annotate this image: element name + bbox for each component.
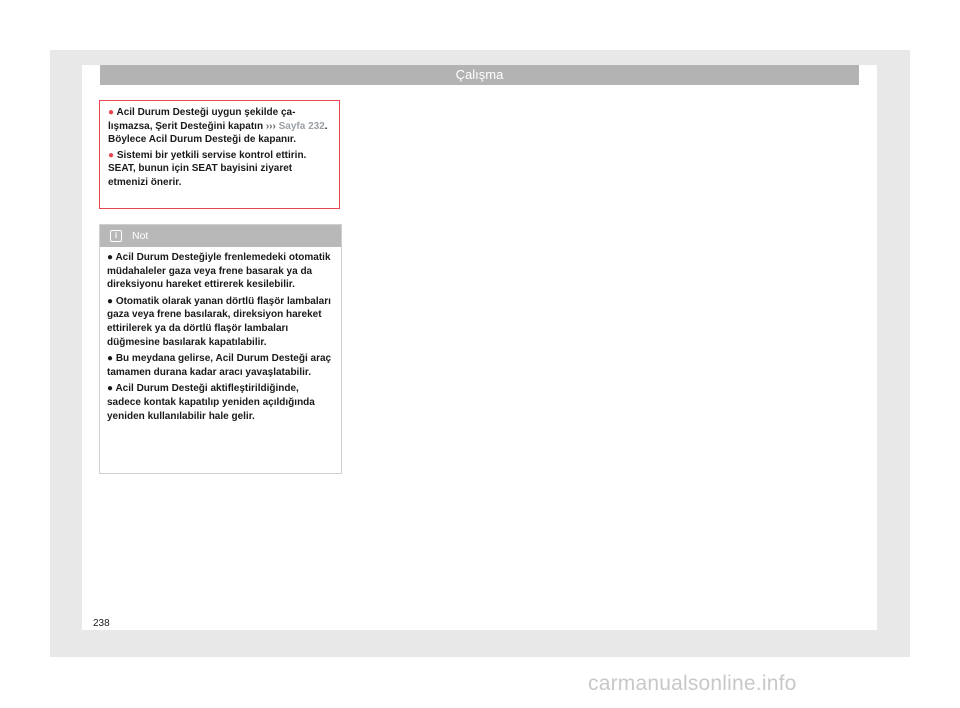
page-reference-link[interactable]: Sayfa 232: [275, 120, 325, 132]
warning-item: [108, 106, 333, 147]
section-title: Çalışma: [100, 65, 859, 85]
note-item: ● Acil Durum Desteğiyle frenlemedeki otomatik müdahaleler gaza veya frene basarak ya da direksiyonu hareket ettirerek kesilebilir.: [107, 252, 331, 291]
note-title: Not: [132, 230, 149, 242]
note-body: [100, 247, 341, 423]
note-box: [99, 224, 342, 474]
warning-text: Acil Durum Desteği uygun şekilde çalışmazsa, Şerit Desteğini kapatın: [108, 107, 296, 132]
note-item: ● Otomatik olarak yanan dörtlü flaşör lambaları gaza veya frene basılarak, direksiyon hareket ettirilerek ya da dörtlü flaşör lambaları düğmesine basılarak kapatılabilir.: [107, 295, 331, 348]
warning-item: [108, 149, 333, 190]
note-item: ● Acil Durum Desteği aktifleştirildiğinde, sadece kontak kapatılıp yeniden açıldığında yeniden kullanılabilir hale gelir.: [107, 383, 315, 422]
cross-reference-arrows-icon: ›››: [265, 120, 276, 132]
bullet-icon: ●: [108, 149, 115, 161]
page-number: 238: [93, 618, 110, 629]
warning-text: . Böylece Acil Durum Desteği de kapanır.: [108, 120, 328, 146]
warning-box: [99, 100, 340, 209]
note-header: [100, 225, 341, 247]
warning-text: Sistemi bir yetkili servise kontrol ettirin. SEAT, bunun için SEAT bayisini ziyaret etmenizi önerir.: [108, 149, 307, 188]
bullet-icon: ●: [108, 107, 115, 118]
watermark: carmanualsonline.info: [588, 672, 797, 695]
info-icon: i: [110, 230, 122, 242]
note-item: ● Bu meydana gelirse, Acil Durum Desteği araç tamamen durana kadar aracı yavaşlatabilir.: [107, 353, 332, 378]
